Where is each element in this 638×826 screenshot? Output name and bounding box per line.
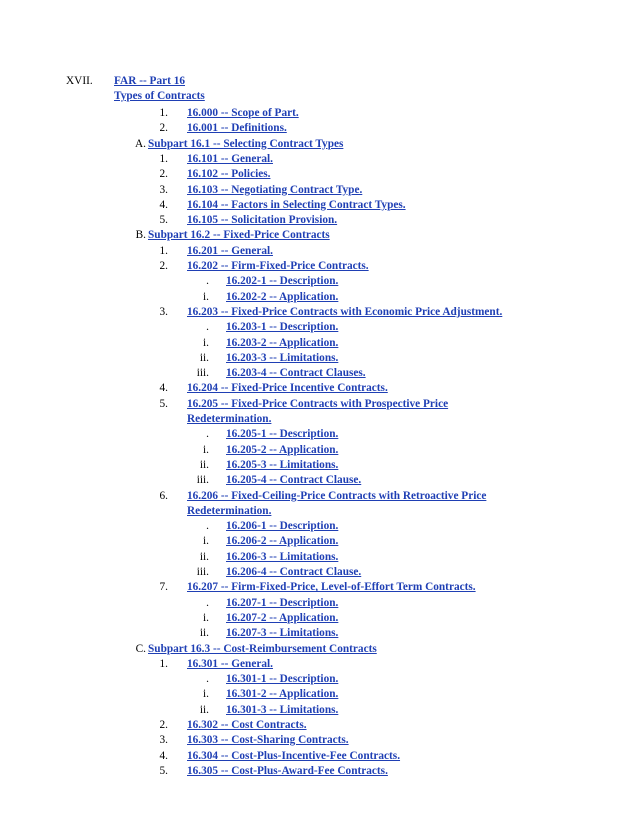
toc-item-link[interactable]: 16.301-3 -- Limitations. <box>226 703 339 716</box>
toc-row <box>0 565 638 580</box>
toc-row <box>0 443 638 458</box>
toc-item-link[interactable]: 16.204 -- Fixed-Price Incentive Contracts. <box>187 382 388 395</box>
toc-row <box>0 183 638 198</box>
toc-row <box>0 764 638 779</box>
toc-row <box>0 121 638 136</box>
toc-item-link[interactable]: 16.203-4 -- Contract Clauses. <box>226 367 366 380</box>
toc-item-link[interactable]: 16.103 -- Negotiating Contract Type. <box>187 183 363 196</box>
toc-item-link[interactable]: 16.305 -- Cost-Plus-Award-Fee Contracts. <box>187 764 388 777</box>
toc-item-number: ii. <box>199 550 209 563</box>
toc-row <box>0 519 638 534</box>
toc-item-link[interactable]: 16.207-2 -- Application. <box>226 611 339 624</box>
toc-item-link[interactable]: 16.304 -- Cost-Plus-Incentive-Fee Contracts. <box>187 749 401 762</box>
toc-row <box>0 259 638 274</box>
toc-row <box>0 106 638 121</box>
toc-item-number: 1. <box>159 657 168 670</box>
toc-item-number: 3. <box>159 183 168 196</box>
toc-item-link[interactable]: 16.201 -- General. <box>187 244 273 257</box>
toc-row <box>0 198 638 213</box>
toc-item-link[interactable]: 16.303 -- Cost-Sharing Contracts. <box>187 734 349 747</box>
toc-item-number: ii. <box>199 458 209 471</box>
toc-row <box>0 213 638 228</box>
toc-item-link[interactable]: Redetermination. <box>187 504 272 517</box>
toc-item-number: i. <box>203 611 209 624</box>
toc-item-number: i. <box>203 336 209 349</box>
toc-item-link[interactable]: 16.207-1 -- Description. <box>226 596 339 609</box>
toc-item-number: iii. <box>196 474 209 487</box>
toc-row <box>0 473 638 488</box>
toc-row <box>0 244 638 259</box>
toc-row <box>0 427 638 442</box>
toc-item-link[interactable]: 16.101 -- General. <box>187 152 273 165</box>
toc-row <box>0 718 638 733</box>
toc-row <box>0 152 638 167</box>
toc-item-link[interactable]: 16.205-2 -- Application. <box>226 443 339 456</box>
toc-item-number: . <box>206 321 209 334</box>
section-number: XVII. <box>66 75 93 87</box>
toc-item-link[interactable]: Redetermination. <box>187 413 272 425</box>
toc-item-link[interactable]: 16.207 -- Firm-Fixed-Price, Level-of-Effort Term Contracts. <box>187 581 476 594</box>
toc-row <box>0 550 638 565</box>
toc-row <box>0 489 638 504</box>
toc-item-number: 2. <box>159 122 168 135</box>
toc-item-link[interactable]: 16.206-3 -- Limitations. <box>226 550 339 563</box>
toc-row <box>0 305 638 320</box>
toc-row <box>0 626 638 641</box>
toc-item-number: 1. <box>159 152 168 165</box>
toc-item-number: 4. <box>159 198 168 211</box>
toc-item-link[interactable]: 16.206-1 -- Description. <box>226 520 339 533</box>
toc-item-number: . <box>206 673 209 686</box>
toc-item-number: 6. <box>159 489 168 502</box>
toc-item-link[interactable]: 16.203-1 -- Description. <box>226 321 339 334</box>
toc-item-link[interactable]: 16.205 -- Fixed-Price Contracts with Prospective Price <box>187 397 449 410</box>
toc-item-link[interactable]: 16.102 -- Policies. <box>187 168 271 181</box>
toc-item-number: . <box>206 428 209 441</box>
toc-item-link[interactable]: Subpart 16.3 -- Cost-Reimbursement Contracts <box>148 642 377 655</box>
toc-item-link[interactable]: 16.203 -- Fixed-Price Contracts with Economic Price Adjustment. <box>187 305 503 318</box>
toc-item-link[interactable]: 16.301-1 -- Description. <box>226 673 339 686</box>
toc-row <box>0 397 638 412</box>
toc-row <box>0 504 638 519</box>
toc-item-link[interactable]: 16.105 -- Solicitation Provision. <box>187 214 338 227</box>
toc-row <box>0 290 638 305</box>
toc-item-link[interactable]: 16.302 -- Cost Contracts. <box>187 719 307 731</box>
toc-row <box>0 412 638 427</box>
toc-row <box>0 320 638 335</box>
toc-item-number: 4. <box>159 382 168 395</box>
toc-item-number: . <box>206 520 209 533</box>
toc-item-number: ii. <box>199 703 209 716</box>
toc-item-link[interactable]: 16.301 -- General. <box>187 657 273 670</box>
toc-item-number: A. <box>135 137 146 150</box>
toc-item-number: B. <box>135 229 146 242</box>
toc-item-link[interactable]: 16.205-1 -- Description. <box>226 428 339 441</box>
toc-item-number: i. <box>203 443 209 456</box>
toc-item-number: 1. <box>159 244 168 257</box>
toc-item-number: iii. <box>196 566 209 578</box>
toc-row <box>0 687 638 702</box>
toc-item-number: 4. <box>159 749 168 762</box>
section-subtitle-row <box>0 89 638 104</box>
toc-item-link[interactable]: 16.206-4 -- Contract Clause. <box>226 566 362 578</box>
toc-item-number: . <box>206 275 209 288</box>
toc-row <box>0 657 638 672</box>
toc-item-link[interactable]: 16.301-2 -- Application. <box>226 688 339 701</box>
toc-item-link[interactable]: 16.202-1 -- Description. <box>226 275 339 288</box>
toc-item-number: 2. <box>159 168 168 181</box>
toc-item-number: ii. <box>199 351 209 364</box>
toc-row <box>0 733 638 748</box>
section-header-row <box>0 74 638 89</box>
toc-item-link[interactable]: 16.104 -- Factors in Selecting Contract Types. <box>187 198 406 211</box>
toc-item-number: 5. <box>159 764 168 777</box>
toc-row <box>0 580 638 595</box>
toc-row <box>0 137 638 152</box>
toc-row <box>0 596 638 611</box>
toc-row <box>0 381 638 396</box>
toc-row <box>0 167 638 182</box>
toc-item-link[interactable]: 16.000 -- Scope of Part. <box>187 107 299 119</box>
toc-row <box>0 336 638 351</box>
toc-item-number: ii. <box>199 627 209 640</box>
toc-row <box>0 458 638 473</box>
toc-item-link[interactable]: Subpart 16.1 -- Selecting Contract Types <box>148 137 344 150</box>
section-title-link[interactable]: FAR -- Part 16 <box>114 75 185 87</box>
toc-item-number: C. <box>135 642 146 655</box>
toc-row <box>0 366 638 381</box>
toc-item-link[interactable]: 16.202 -- Firm-Fixed-Price Contracts. <box>187 260 369 272</box>
toc-row <box>0 351 638 366</box>
toc-item-link[interactable]: 16.203-3 -- Limitations. <box>226 351 339 364</box>
toc-item-number: 5. <box>159 214 168 227</box>
toc-item-number: i. <box>203 688 209 701</box>
toc-item-link[interactable]: 16.207-3 -- Limitations. <box>226 627 339 640</box>
toc-item-number: 7. <box>159 581 168 594</box>
toc-item-number: 2. <box>159 719 168 731</box>
toc-row <box>0 703 638 718</box>
section-subtitle-link[interactable]: Types of Contracts <box>114 90 205 102</box>
toc-item-link[interactable]: 16.001 -- Definitions. <box>187 122 287 135</box>
toc-row <box>0 642 638 657</box>
toc-item-number: 5. <box>159 397 168 410</box>
toc-item-link[interactable]: 16.206 -- Fixed-Ceiling-Price Contracts with Retroactive Price <box>187 489 487 502</box>
toc-item-link[interactable]: 16.206-2 -- Application. <box>226 535 339 548</box>
toc-item-link[interactable]: Subpart 16.2 -- Fixed-Price Contracts <box>148 229 330 242</box>
toc-item-link[interactable]: 16.203-2 -- Application. <box>226 336 339 349</box>
toc-item-number: 2. <box>159 260 168 272</box>
toc-item-number: 3. <box>159 734 168 747</box>
toc-item-link[interactable]: 16.205-4 -- Contract Clause. <box>226 474 362 487</box>
toc-item-link[interactable]: 16.202-2 -- Application. <box>226 290 339 303</box>
toc-item-link[interactable]: 16.205-3 -- Limitations. <box>226 458 339 471</box>
toc-row <box>0 228 638 243</box>
toc-row <box>0 611 638 626</box>
toc-row <box>0 534 638 549</box>
toc-item-number: 1. <box>159 107 168 119</box>
toc-item-number: 3. <box>159 305 168 318</box>
toc-item-number: iii. <box>196 367 209 380</box>
toc-row <box>0 274 638 289</box>
toc-item-number: i. <box>203 535 209 548</box>
toc-item-number: . <box>206 596 209 609</box>
toc-item-number: i. <box>203 290 209 303</box>
toc-row <box>0 672 638 687</box>
toc-row <box>0 749 638 764</box>
